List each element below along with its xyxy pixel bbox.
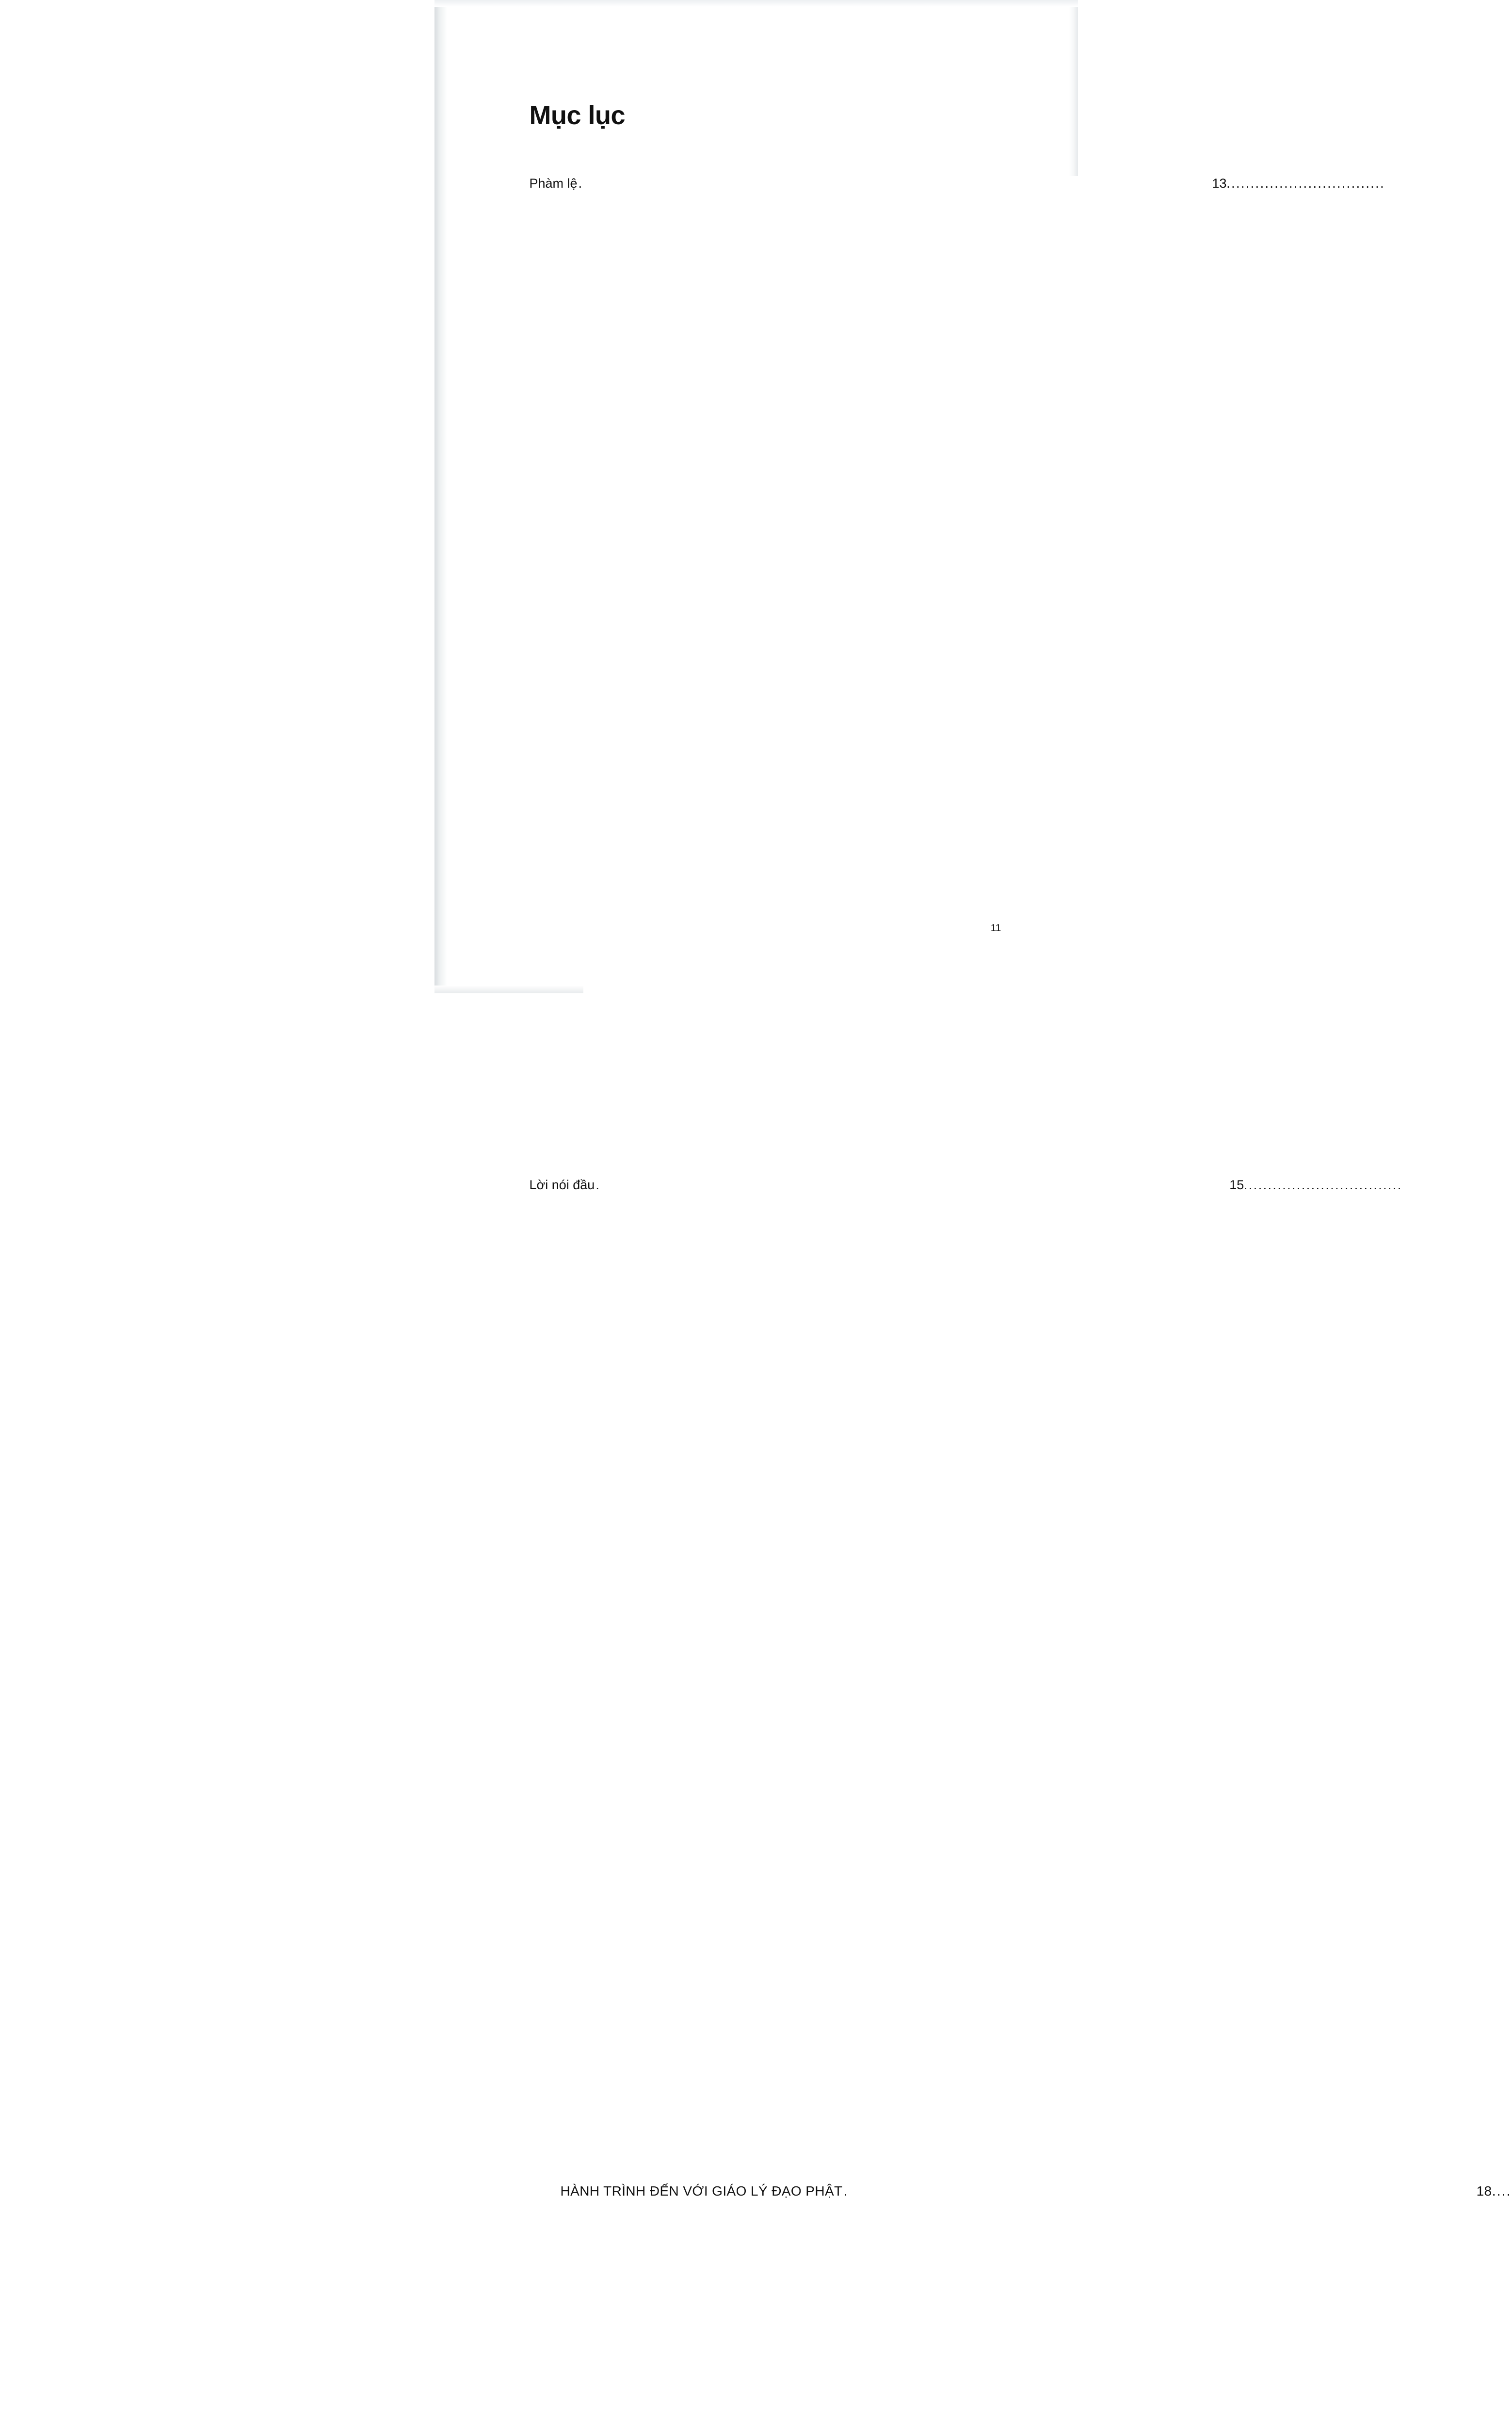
toc-chapter-page: 18 [849, 2183, 1492, 2425]
toc-section-heading-row [560, 2183, 1492, 2425]
toc-page [434, 0, 1492, 2199]
dot-leader [844, 2183, 848, 2199]
toc-section [530, 2183, 1492, 2425]
page-edge-shadow-left [434, 0, 447, 993]
toc-entry-label: Lời nói đầu [529, 1177, 595, 1192]
page-title: Mục lục [529, 101, 626, 130]
toc-entry-chapter[interactable] [560, 2183, 1492, 2425]
dot-leader [595, 1178, 599, 1193]
dot-leader [579, 176, 582, 191]
page-number: 11 [990, 922, 1001, 934]
toc-entry-page: 15 [600, 1178, 1244, 2171]
toc-chapter-label: HÀNH TRÌNH ĐẾN VỚI GIÁO LÝ ĐẠO PHẬT [560, 2183, 843, 2199]
toc-entry-front[interactable] [529, 1177, 1244, 2171]
toc-entry-page: 13 [583, 176, 1227, 1169]
toc-entry-label: Phàm lệ [529, 176, 578, 191]
